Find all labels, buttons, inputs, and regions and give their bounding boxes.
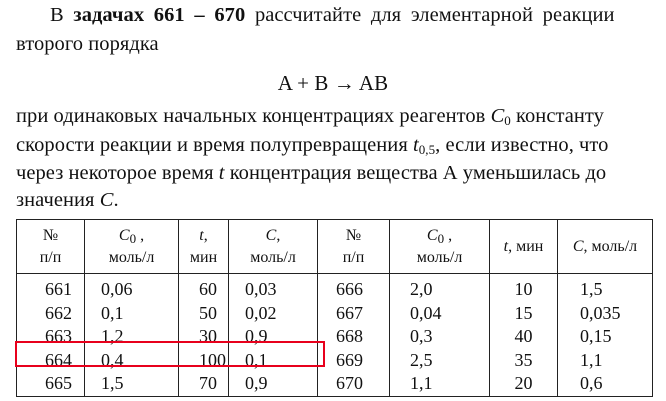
subscript: 0,5	[418, 142, 436, 157]
intro-line-1	[50, 4, 615, 27]
paragraph-line-2	[16, 134, 652, 160]
paragraph-line-4	[16, 189, 119, 212]
header-number-2	[318, 220, 390, 274]
subscript: 0	[129, 230, 137, 246]
table-cell: 669	[318, 349, 390, 373]
table-cell: 0,4	[85, 349, 179, 373]
text: t	[503, 237, 509, 255]
text: значения	[16, 189, 100, 211]
table-cell: 670	[318, 372, 390, 396]
table-cell: 100	[179, 349, 229, 373]
text: C	[118, 226, 130, 244]
text: константу	[510, 105, 604, 127]
table-cell: 0,1	[229, 349, 318, 373]
highlight-box-row-664	[15, 341, 325, 367]
table-cell: 1,2	[85, 325, 179, 349]
text: C	[265, 226, 277, 244]
intro-line-2: второго порядка	[16, 33, 159, 55]
text: , мин	[508, 237, 544, 255]
table-cell: 0,04	[390, 302, 490, 326]
var-c: C	[490, 105, 505, 127]
header-c0	[85, 220, 179, 274]
table-cell: 1,5	[85, 372, 179, 396]
table-cell: 661	[17, 274, 85, 302]
table-cell: 35	[490, 349, 558, 373]
table-row	[17, 372, 653, 396]
header-t	[179, 220, 229, 274]
table-cell: 10	[490, 274, 558, 302]
data-table	[16, 219, 653, 397]
table-cell: 2,5	[390, 349, 490, 373]
table-cell: 50	[179, 302, 229, 326]
table-cell: 2,0	[390, 274, 490, 302]
text: ,	[136, 226, 145, 244]
var-c: C	[99, 189, 114, 211]
equation-product: AB	[358, 71, 389, 95]
table-cell: 0,035	[558, 302, 653, 326]
table-cell: 1,1	[558, 349, 653, 373]
table-cell: 20	[490, 372, 558, 396]
table-cell: 668	[318, 325, 390, 349]
text: ,	[276, 226, 281, 244]
table-header-row	[17, 220, 653, 274]
text: .	[113, 189, 119, 211]
text: №	[42, 226, 59, 244]
text: t	[199, 226, 204, 244]
text: C	[426, 226, 438, 244]
header-c-2	[558, 220, 653, 274]
equation-reactants: A + B	[277, 71, 329, 95]
text: ,	[444, 226, 453, 244]
table-cell: 0,1	[85, 302, 179, 326]
table-cell: 1,5	[558, 274, 653, 302]
table-cell: 0,15	[558, 325, 653, 349]
text: C	[572, 237, 584, 255]
text: моль/л	[250, 248, 296, 266]
text: через некоторое время	[16, 162, 219, 184]
header-c	[229, 220, 318, 274]
table-cell: 30	[179, 325, 229, 349]
task-range: задачах 661 – 670	[73, 4, 246, 26]
text: , моль/л	[583, 237, 638, 255]
text: п/п	[342, 248, 365, 266]
table-cell: 15	[490, 302, 558, 326]
text: , если известно, что	[435, 134, 609, 156]
text: при одинаковых начальных концентрациях реагентов	[16, 105, 491, 127]
reaction-equation	[0, 71, 666, 96]
intro-rest: рассчитайте для элементарной реакции	[254, 4, 615, 26]
table-cell: 666	[318, 274, 390, 302]
var-t: t	[413, 134, 419, 156]
table-cell: 0,3	[390, 325, 490, 349]
table-cell: 0,03	[229, 274, 318, 302]
text: скорости реакции и время полупревращения	[16, 134, 413, 156]
table-cell: 0,02	[229, 302, 318, 326]
table-cell: 60	[179, 274, 229, 302]
table-cell: 0,06	[85, 274, 179, 302]
table-row	[17, 302, 653, 326]
table-cell: 665	[17, 372, 85, 396]
header-c0-2	[390, 220, 490, 274]
table-cell: 662	[17, 302, 85, 326]
paragraph-line-1	[16, 105, 652, 131]
header-t-2	[490, 220, 558, 274]
text: мин	[189, 248, 218, 266]
text: №	[345, 226, 362, 244]
table-cell: 70	[179, 372, 229, 396]
table-cell: 40	[490, 325, 558, 349]
text: п/п	[39, 248, 62, 266]
table-cell: 0,9	[229, 372, 318, 396]
table-row	[17, 274, 653, 302]
table-cell: 663	[17, 325, 85, 349]
intro-prefix: В	[50, 4, 64, 26]
table-cell: 0,6	[558, 372, 653, 396]
table-cell: 667	[318, 302, 390, 326]
table-cell: 1,1	[390, 372, 490, 396]
subscript: 0	[504, 113, 511, 128]
text: моль/л	[108, 248, 155, 266]
text: концентрация вещества А уменьшилась до	[224, 162, 607, 184]
text: ,	[203, 226, 208, 244]
table-cell: 664	[17, 349, 85, 373]
text: моль/л	[416, 248, 463, 266]
subscript: 0	[437, 230, 445, 246]
paragraph-line-3	[16, 162, 652, 188]
arrow-icon: →	[333, 71, 355, 95]
table-cell: 0,9	[229, 325, 318, 349]
var-t: t	[218, 162, 225, 184]
header-number	[17, 220, 85, 274]
